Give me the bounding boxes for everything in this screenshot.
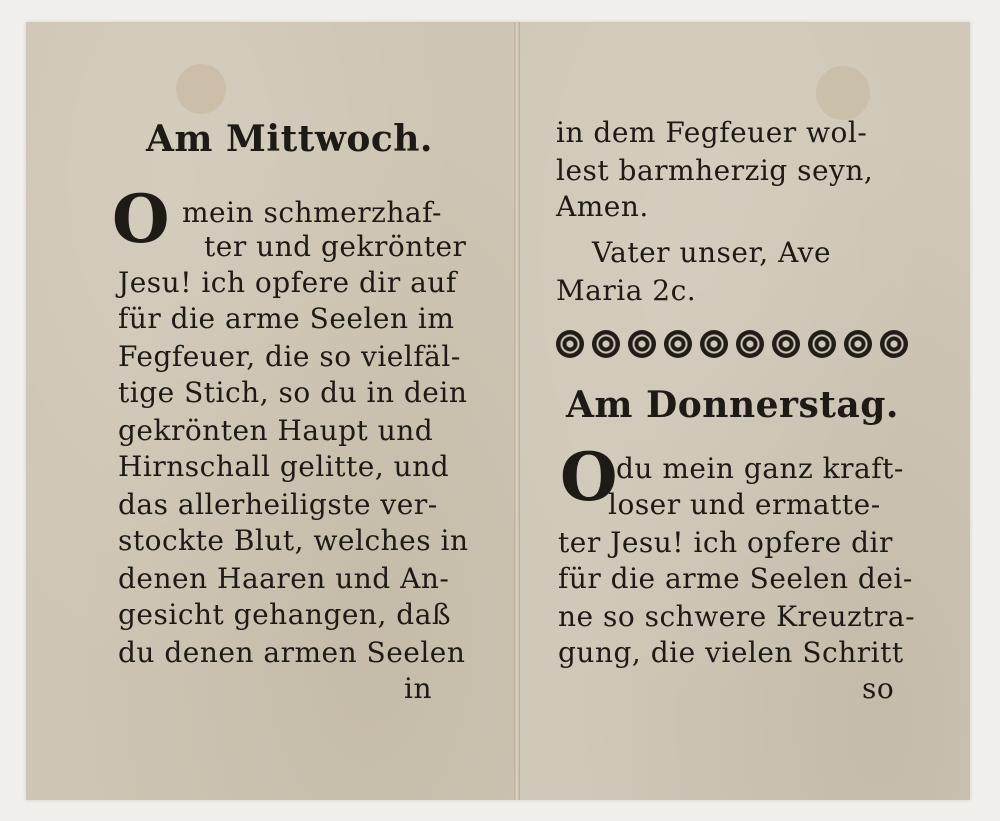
text-line: denen Haaren und An- bbox=[118, 562, 450, 595]
text-line: Maria 2c. bbox=[556, 274, 697, 307]
flower-ornament-icon bbox=[700, 330, 728, 358]
heading-donnerstag: Am Donnerstag. bbox=[566, 384, 899, 426]
text-line: ter Jesu! ich opfere dir bbox=[558, 526, 893, 559]
flower-ornament-icon bbox=[772, 330, 800, 358]
text-line: loser und ermatte- bbox=[608, 488, 881, 521]
flower-ornament-icon bbox=[808, 330, 836, 358]
text-line: Vater unser, Ave bbox=[592, 236, 832, 269]
text-line: du mein ganz kraft- bbox=[616, 452, 904, 485]
text-line: mein schmerzhaf- bbox=[182, 196, 442, 229]
drop-cap-right: O bbox=[560, 438, 618, 516]
text-line: Amen. bbox=[556, 190, 649, 223]
flower-ornament-icon bbox=[556, 330, 584, 358]
text-line: ter und gekrönter bbox=[204, 230, 467, 263]
flower-ornament-icon bbox=[736, 330, 764, 358]
text-line: für die arme Seelen im bbox=[118, 302, 455, 335]
text-line: gesicht gehangen, daß bbox=[118, 598, 452, 631]
flower-ornament-icon bbox=[844, 330, 872, 358]
ornament-row bbox=[556, 330, 908, 358]
text-line: gung, die vielen Schritt bbox=[558, 636, 904, 669]
catchword: in bbox=[404, 672, 432, 705]
flower-ornament-icon bbox=[880, 330, 908, 358]
text-line: lest barmherzig seyn, bbox=[556, 154, 874, 187]
text-line: Fegfeuer, die so vielfäl- bbox=[118, 340, 461, 373]
text-line: tige Stich, so du in dein bbox=[118, 376, 468, 409]
text-line: Jesu! ich opfere dir auf bbox=[118, 266, 457, 299]
text-line: Hirnschall gelitte, und bbox=[118, 450, 450, 483]
page-fold bbox=[514, 22, 520, 800]
drop-cap-left: O bbox=[112, 180, 170, 258]
paper-stain bbox=[816, 66, 870, 120]
flower-ornament-icon bbox=[664, 330, 692, 358]
flower-ornament-icon bbox=[592, 330, 620, 358]
flower-ornament-icon bbox=[628, 330, 656, 358]
heading-mittwoch: Am Mittwoch. bbox=[146, 118, 433, 160]
text-line: in dem Fegfeuer wol- bbox=[556, 116, 868, 149]
text-line: für die arme Seelen dei- bbox=[558, 562, 913, 595]
text-line: ne so schwere Kreuztra- bbox=[558, 600, 916, 633]
paper-stain bbox=[176, 64, 226, 114]
catchword: so bbox=[862, 672, 895, 705]
text-line: gekrönten Haupt und bbox=[118, 414, 434, 447]
text-line: du denen armen Seelen bbox=[118, 636, 466, 669]
text-line: das allerheiligste ver- bbox=[118, 488, 438, 521]
text-line: stockte Blut, welches in bbox=[118, 524, 469, 557]
